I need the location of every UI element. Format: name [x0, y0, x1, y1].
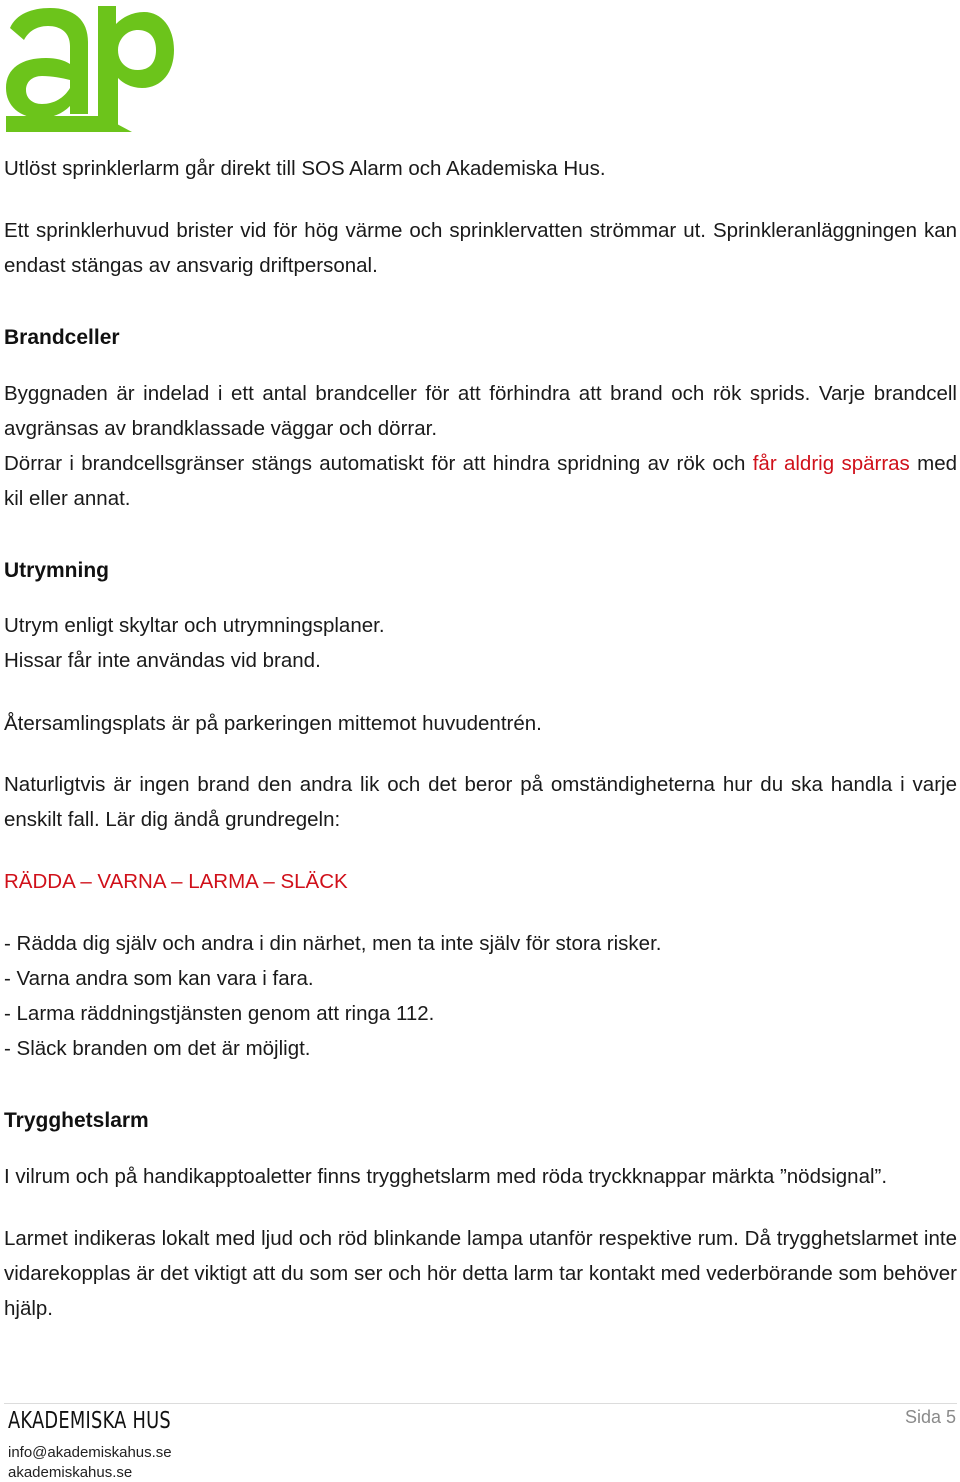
paragraph-sprinkler-head: Ett sprinklerhuvud brister vid för hög värme och sprinklervatten strömmar ut. Sprinkleranläggningen kan endast stängas av ansvarig driftpersonal. [4, 219, 957, 277]
paragraph-sprinkler-alarm: Utlöst sprinklerlarm går direkt till SOS Alarm och Akademiska Hus. [4, 157, 606, 180]
basic-rule-red: RÄDDA – VARNA – LARMA – SLÄCK [4, 870, 348, 893]
paragraph-alarm-indication: Larmet indikeras lokalt med ljud och röd blinkande lampa utanför respektive rum. Då trygghetslarmet inte vidarekopplas är det viktigt att du som ser och hör detta larm tar kontakt med vederbörande som behöver hjälp. [4, 1227, 957, 1320]
footer-brand: AKADEMISKA HUS [8, 1408, 171, 1434]
page-number: Sida 5 [904, 1407, 956, 1427]
paragraph-fire-doors [4, 446, 957, 516]
footer-divider [4, 1403, 957, 1404]
list-item: - Släck branden om det är möjligt. [4, 1037, 311, 1060]
rule-list [4, 926, 957, 1066]
paragraph-safety-alarm: I vilrum och på handikapptoaletter finns trygghetslarm med röda tryckknappar märkta ”nödsignal”. [4, 1165, 888, 1188]
fire-doors-warning: får aldrig spärras [752, 452, 910, 475]
footer-email[interactable]: info@akademiskahus.se [8, 1444, 172, 1461]
paragraph-assembly-point: Återsamlingsplats är på parkeringen mittemot huvudentrén. [4, 712, 542, 735]
list-item: - Larma räddningstjänsten genom att ringa 112. [4, 1002, 435, 1025]
heading-utrymning: Utrymning [4, 559, 109, 582]
heading-trygghetslarm: Trygghetslarm [4, 1109, 149, 1132]
evacuation-elevators: Hissar får inte användas vid brand. [4, 649, 321, 672]
paragraph-evacuation [4, 608, 957, 678]
footer-website[interactable]: akademiskahus.se [8, 1464, 133, 1481]
paragraph-fire-cells: Byggnaden är indelad i ett antal brandceller för att förhindra att brand och rök sprids. Varje brandcell avgränsas av brandklassade väggar och dörrar. [4, 382, 957, 440]
list-item: - Varna andra som kan vara i fara. [4, 967, 314, 990]
heading-brandceller: Brandceller [4, 326, 120, 349]
akademiska-hus-logo [2, 2, 174, 134]
fire-doors-text-end: med kil eller annat. [4, 452, 957, 510]
paragraph-basic-rule: Naturligtvis är ingen brand den andra lik och det beror på omständigheterna hur du ska handla i varje enskilt fall. Lär dig ändå grundregeln: [4, 773, 957, 831]
fire-doors-text: Dörrar i brandcellsgränser stängs automatiskt för att hindra spridning av rök och [4, 452, 753, 475]
evacuation-signs: Utrym enligt skyltar och utrymningsplaner. [4, 614, 385, 637]
list-item: - Rädda dig själv och andra i din närhet, men ta inte själv för stora risker. [4, 932, 662, 955]
